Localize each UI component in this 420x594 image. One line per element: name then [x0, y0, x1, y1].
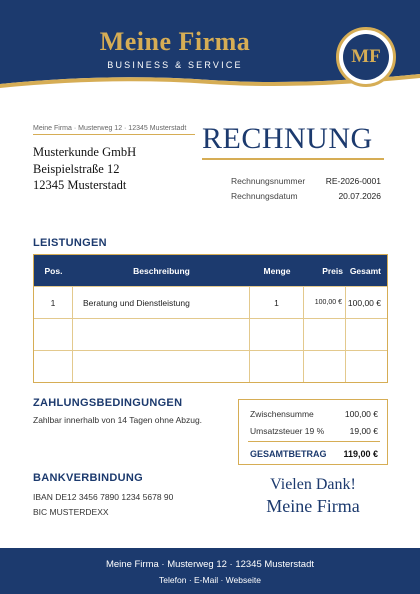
column-header-total: Gesamt [349, 265, 381, 276]
company-logo [336, 27, 396, 87]
grand-total-row [250, 449, 378, 459]
table-header [34, 255, 387, 286]
tax-label: Umsatzsteuer 19 % [250, 426, 325, 436]
recipient-name: Musterkunde GmbH [33, 145, 137, 159]
grand-total-label: GESAMTBETRAG [250, 449, 327, 459]
logo-monogram: MF [343, 34, 389, 80]
subtotal-value: 100,00 € [344, 409, 378, 419]
column-header-quantity: Menge [263, 265, 291, 276]
bank-details [33, 490, 173, 520]
tax-value: 19,00 € [349, 426, 378, 436]
tax-row [250, 426, 378, 436]
services-table [33, 254, 388, 383]
subtotal-row [250, 409, 378, 419]
page-header [0, 0, 420, 95]
company-tagline: BUSINESS & SERVICE [107, 60, 243, 70]
bank-heading: BANKVERBINDUNG [33, 472, 143, 484]
invoice-title-divider [202, 158, 384, 160]
column-header-pos: Pos. [44, 265, 63, 276]
bank-iban: IBAN DE12 3456 7890 1234 5678 90 [33, 492, 174, 502]
recipient-city: 12345 Musterstadt [33, 178, 127, 192]
recipient-address [33, 144, 136, 194]
services-heading: LEISTUNGEN [33, 237, 107, 249]
table-row-empty [34, 350, 387, 382]
thank-you-text: Vielen Dank! [270, 476, 356, 493]
invoice-date-row [231, 191, 381, 201]
column-header-description: Beschreibung [133, 265, 190, 276]
row-description: Beratung und Dienstleistung [73, 287, 250, 318]
subtotal-label: Zwischensumme [250, 409, 314, 419]
column-header-price: Preis [322, 265, 343, 276]
invoice-number: RE-2026-0001 [325, 176, 381, 186]
thank-you-signature: Meine Firma [266, 496, 360, 516]
totals-divider [248, 441, 380, 442]
recipient-street: Beispielstraße 12 [33, 161, 120, 176]
company-name: Meine Firma [99, 27, 251, 56]
invoice-number-row [231, 176, 381, 186]
invoice-date: 20.07.2026 [338, 191, 381, 201]
invoice-title: RECHNUNG [202, 122, 373, 155]
totals-box [238, 399, 388, 465]
footer-address: Meine Firma · Musterweg 12 · 12345 Musterstadt [105, 559, 315, 570]
payment-terms-heading: ZAHLUNGSBEDINGUNGEN [33, 397, 183, 409]
invoice-number-label: Rechnungsnummer [231, 176, 306, 186]
grand-total-value: 119,00 € [343, 449, 378, 459]
bank-bic: BIC MUSTERDEXX [33, 507, 109, 517]
table-row [34, 286, 387, 318]
invoice-date-label: Rechnungsdatum [231, 191, 298, 201]
page-footer [0, 548, 420, 594]
row-quantity: 1 [250, 287, 304, 318]
table-row-empty [34, 318, 387, 350]
sender-return-address: Meine Firma · Musterweg 12 · 12345 Musterstadt [33, 125, 187, 132]
sender-divider [33, 134, 195, 135]
row-total: 100,00 € [347, 297, 381, 308]
row-price: 100,00 € [304, 287, 346, 318]
footer-contact: Telefon · E-Mail · Webseite [159, 575, 261, 585]
payment-terms-text: Zahlbar innerhalb von 14 Tagen ohne Abzug. [33, 415, 203, 425]
row-pos: 1 [34, 287, 73, 318]
